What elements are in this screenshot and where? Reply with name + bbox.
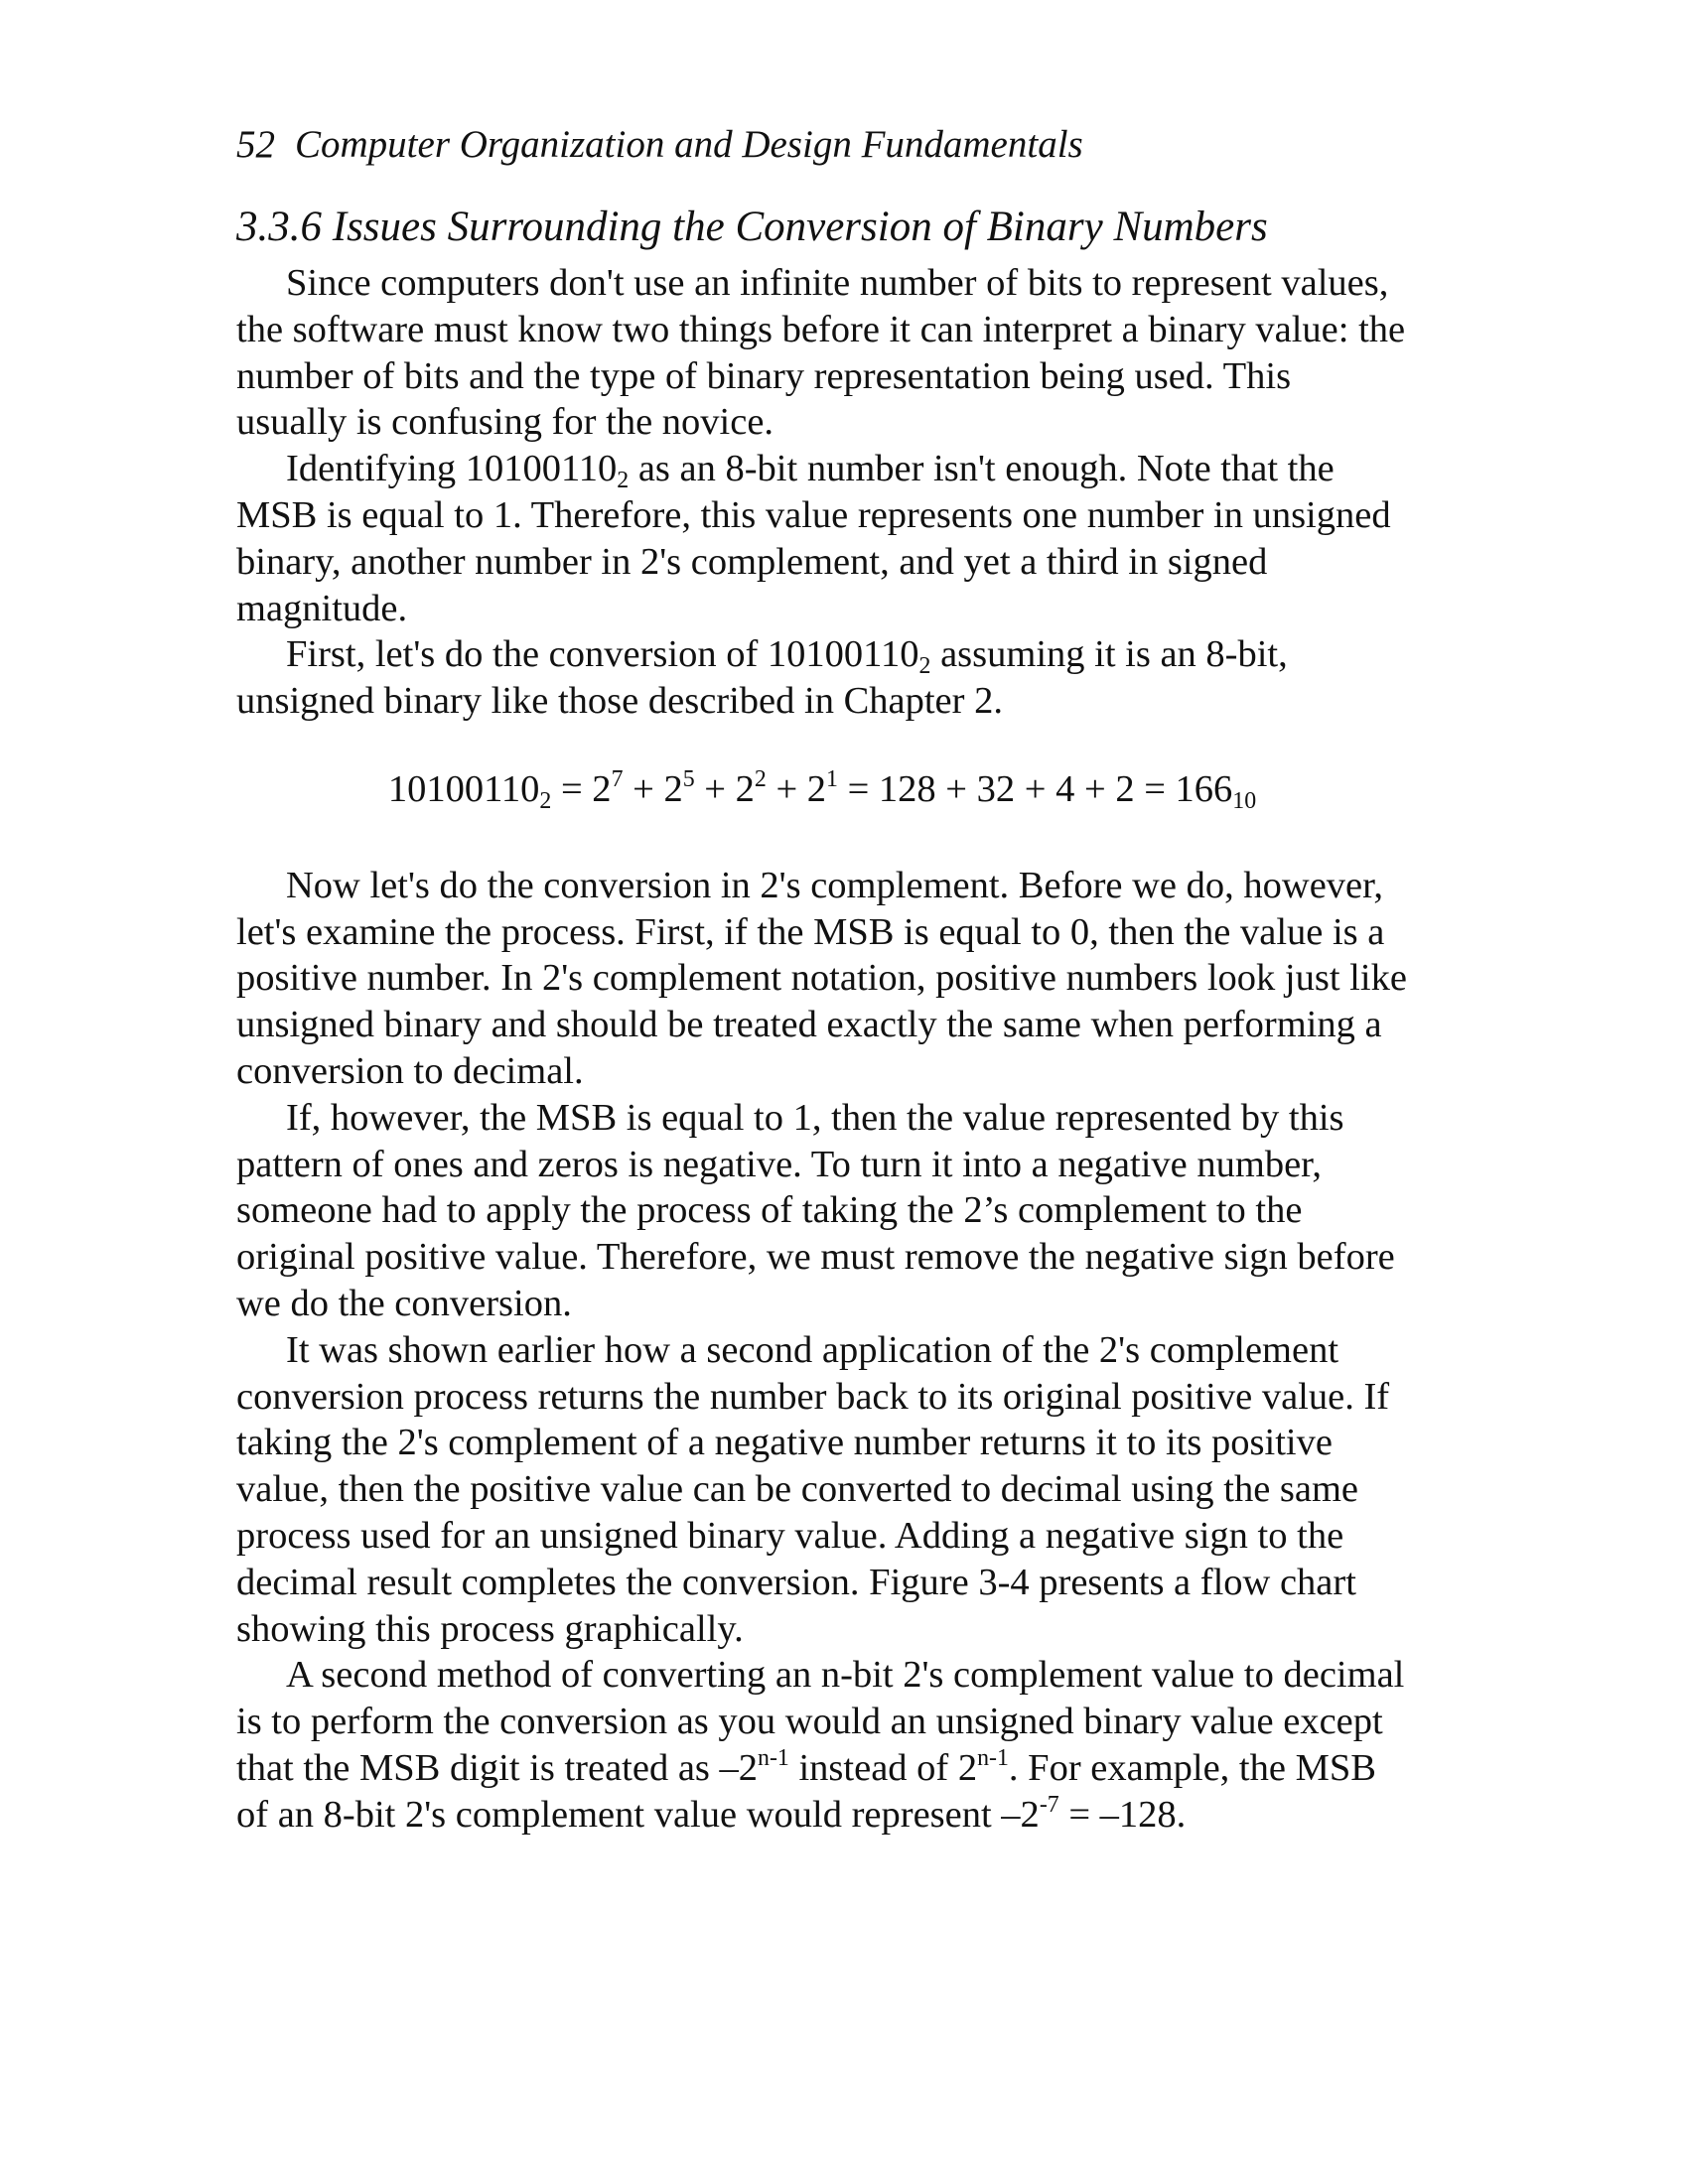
equation-exponent: 1 (826, 766, 838, 793)
equation-term: = 2 (551, 767, 612, 810)
paragraph-7-text-d: = –128. (1058, 1793, 1187, 1836)
equation-term: + 2 (766, 767, 827, 810)
paragraph-2-text-a: Identifying 10100110 (286, 448, 618, 490)
paragraph-2-text-b: as an 8-bit number isn't enough. Note that the MSB is equal to 1. Therefore, this value represents one number in unsigned binary, another number in 2's complement, and yet a third in signed magnitude. (236, 448, 1391, 629)
paragraph-7 (236, 1652, 1408, 1838)
page-number: 52 (236, 123, 275, 166)
paragraph-2 (236, 446, 1408, 631)
equation-term: + 2 (694, 767, 755, 810)
exponent: n-1 (977, 1745, 1009, 1772)
equation-exponent: 2 (754, 766, 767, 793)
equation-lhs-base: 2 (539, 788, 552, 815)
equation-rhs-base: 10 (1232, 788, 1257, 815)
page-content (236, 117, 1408, 1839)
equation-term: + 2 (623, 767, 683, 810)
paragraph-7-text-c: . For example, the MSB of an 8-bit 2's complement value would represent –2 (236, 1746, 1376, 1836)
paragraph-7-text-a: A second method of converting an n-bit 2's complement value to decimal is to perform the conversion as you would an unsigned binary value except that the MSB digit is treated as –2 (236, 1654, 1405, 1789)
equation-lhs: 10100110 (387, 767, 540, 810)
base-subscript: 2 (617, 468, 630, 494)
running-header (236, 117, 1408, 173)
base-subscript: 2 (918, 653, 931, 680)
paragraph-6: It was shown earlier how a second application of the 2's complement conversion process returns the number back to its original positive value. If taking the 2's complement of a negative number returns it to its positive value, then the positive value can be converted to decimal using the same process used for an unsigned binary value. Adding a negative sign to the decimal result completes the conversion. Figure 3-4 presents a flow chart showing this process graphically. (236, 1328, 1390, 1650)
exponent: -7 (1039, 1791, 1059, 1818)
paragraph-4: Now let's do the conversion in 2's complement. Before we do, however, let's examine the process. First, if the MSB is equal to 0, then the value is a positive number. In 2's complement notation, positive numbers look just like unsigned binary and should be treated exactly the same when performing a conversion to decimal. (236, 864, 1407, 1092)
conversion-equation (236, 766, 1408, 813)
exponent: n-1 (758, 1745, 789, 1772)
equation-exponent: 5 (682, 766, 695, 793)
equation-exponent: 7 (611, 766, 624, 793)
paragraph-3-text-b: assuming it is an 8-bit, unsigned binary like those described in Chapter 2. (236, 633, 1288, 723)
book-title: Computer Organization and Design Fundamentals (295, 123, 1083, 166)
paragraph-3 (236, 631, 1408, 725)
paragraph-5: If, however, the MSB is equal to 1, then the value represented by this pattern of ones and zeros is negative. To turn it into a negative number, someone had to apply the process of taking the 2’s complement to the original positive value. Therefore, we must remove the negative sign before we do the conversion. (236, 1096, 1395, 1324)
section-title: 3.3.6 Issues Surrounding the Conversion of Binary Numbers (236, 204, 1268, 250)
paragraph-3-text-a: First, let's do the conversion of 10100110 (286, 633, 919, 676)
paragraph-1: Since computers don't use an infinite number of bits to represent values, the software must know two things before it can interpret a binary value: the number of bits and the type of binary representation being used. This usually is confusing for the novice. (236, 262, 1406, 444)
paragraph-7-text-b: instead of 2 (788, 1746, 978, 1789)
equation-rhs: = 128 + 32 + 4 + 2 = 166 (837, 767, 1233, 810)
